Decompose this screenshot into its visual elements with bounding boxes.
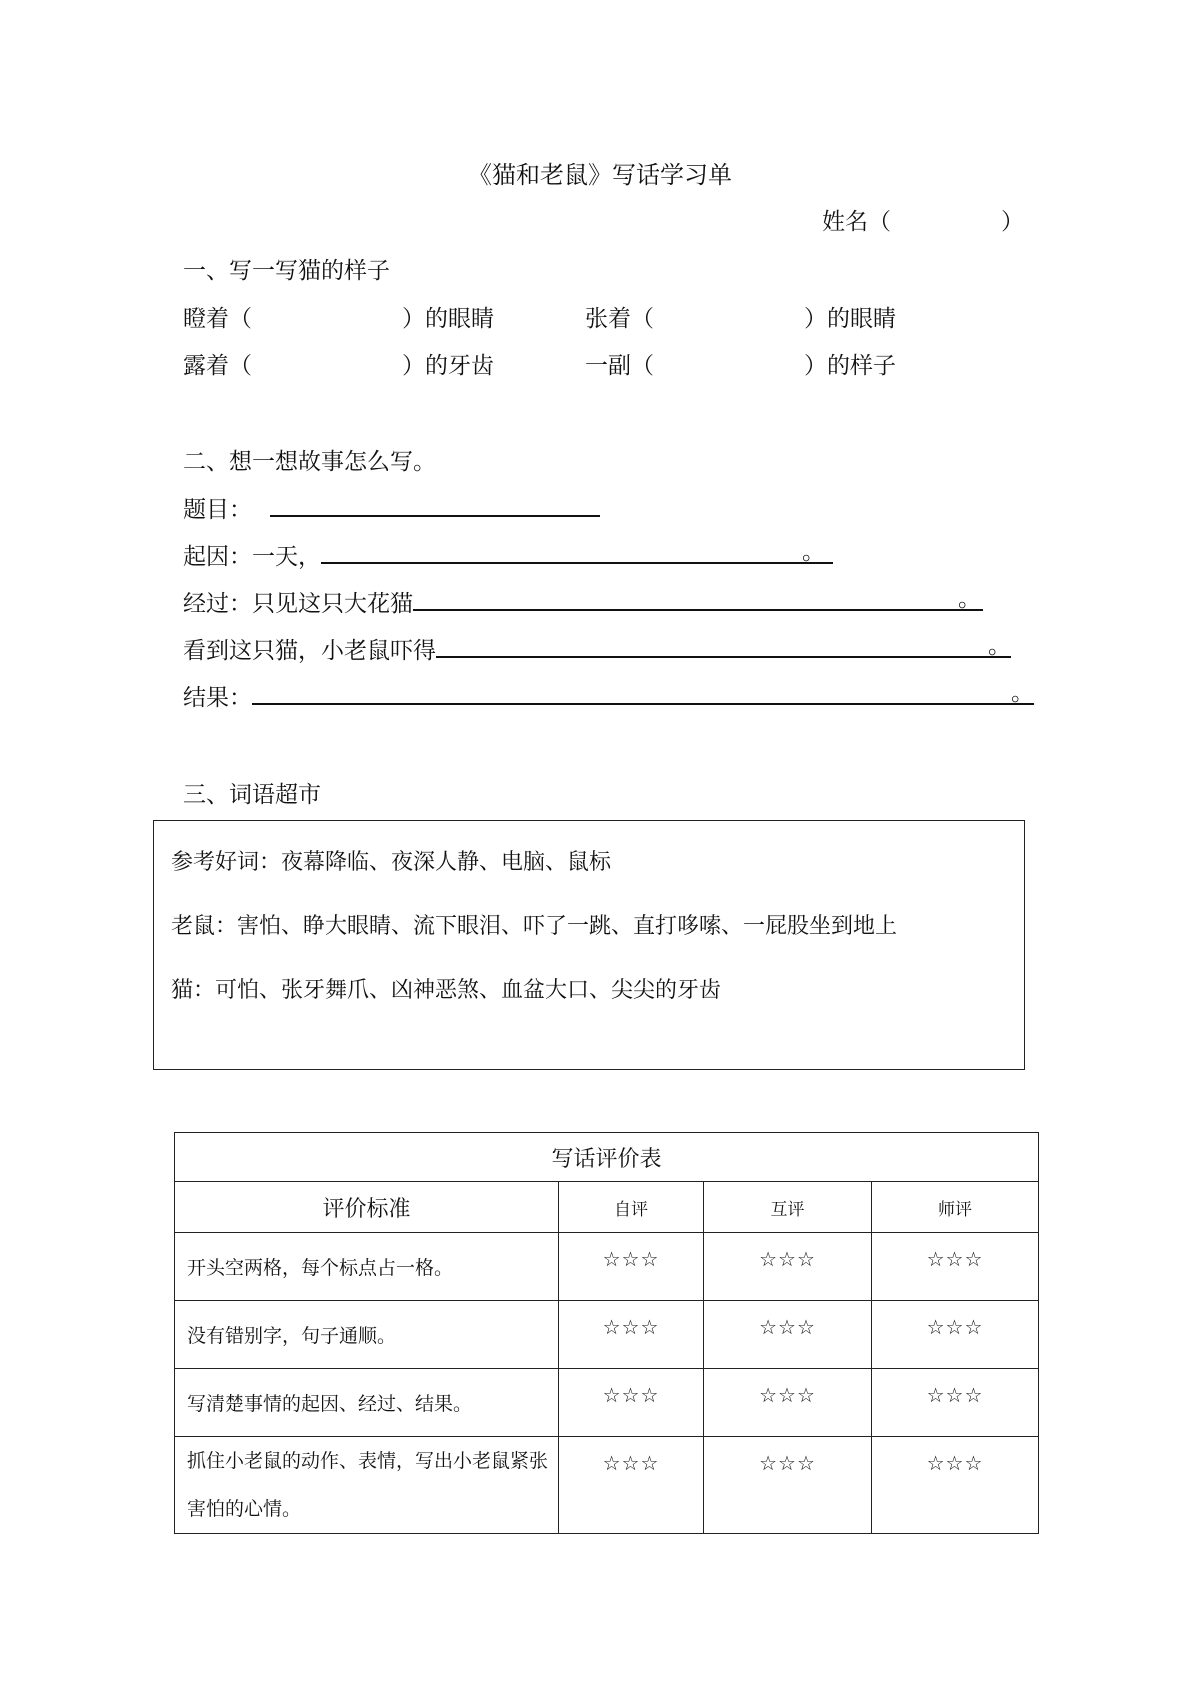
star-rating-teacher[interactable]: ☆☆☆ [872,1437,1039,1534]
cause-line[interactable] [183,538,833,571]
star-rating-self[interactable]: ☆☆☆ [559,1301,704,1369]
word-bank-row-cat: 猫：可怕、张牙舞爪、凶神恶煞、血盆大口、尖尖的牙齿 [171,978,722,1003]
fill-stare-eyes[interactable] [183,300,252,333]
word-bank-row-mouse: 老鼠：害怕、睁大眼睛、流下眼泪、吓了一跳、直打哆嗦、一屁股坐到地上 [171,914,898,939]
table-row [175,1369,1039,1437]
mouse-blank[interactable] [436,634,1011,658]
cause-blank[interactable] [321,540,833,564]
header-self: 自评 [559,1182,704,1233]
table-caption: 写话评价表 [175,1133,1039,1182]
evaluation-table [174,1132,1039,1534]
fill-suffix: ）的眼睛 [804,306,896,332]
table-row [175,1233,1039,1301]
criterion-text: 开头空两格，每个标点占一格。 [175,1233,559,1301]
header-teacher: 师评 [872,1182,1039,1233]
criterion-text: 没有错别字，句子通顺。 [175,1301,559,1369]
period: 。 [802,539,825,565]
process-blank[interactable] [413,587,983,611]
header-criteria: 评价标准 [175,1182,559,1233]
star-rating-teacher[interactable]: ☆☆☆ [872,1301,1039,1369]
fill-prefix: 瞪着（ [183,306,252,332]
mouse-label: 看到这只猫，小老鼠吓得 [183,638,436,664]
name-label: 姓名（ [822,209,891,235]
name-close: ） [1001,209,1024,235]
name-field[interactable] [822,203,1024,236]
process-line[interactable] [183,585,983,618]
result-blank[interactable] [252,681,1034,705]
result-label: 结果： [183,685,252,711]
fill-prefix: 张着（ [585,306,654,332]
star-rating-teacher[interactable]: ☆☆☆ [872,1233,1039,1301]
fill-appearance[interactable] [585,347,654,380]
star-rating-self[interactable]: ☆☆☆ [559,1233,704,1301]
word-bank-row-reference: 参考好词：夜幕降临、夜深人静、电脑、鼠标 [171,850,612,875]
fill-open-eyes[interactable] [585,300,654,333]
section3-heading: 三、词语超市 [183,782,321,808]
header-peer: 互评 [704,1182,872,1233]
fill-show-teeth[interactable] [183,347,252,380]
fill-suffix: ）的牙齿 [402,353,494,379]
star-rating-self[interactable]: ☆☆☆ [559,1369,704,1437]
topic-line[interactable] [183,491,600,524]
topic-label: 题目： [183,497,252,523]
table-row [175,1437,1039,1534]
period: 。 [1011,680,1034,706]
star-rating-peer[interactable]: ☆☆☆ [704,1369,872,1437]
section1-heading: 一、写一写猫的样子 [183,258,390,284]
process-label: 经过：只见这只大花猫 [183,591,413,617]
topic-blank[interactable] [270,493,600,517]
criterion-text: 写清楚事情的起因、经过、结果。 [175,1369,559,1437]
period: 。 [958,586,981,612]
fill-suffix: ）的样子 [804,353,896,379]
fill-suffix: ）的眼睛 [402,306,494,332]
fill-prefix: 一副（ [585,353,654,379]
star-rating-self[interactable]: ☆☆☆ [559,1437,704,1534]
fill-prefix: 露着（ [183,353,252,379]
result-line[interactable] [183,679,1034,712]
cause-label: 起因：一天， [183,544,321,570]
period: 。 [988,633,1011,659]
star-rating-peer[interactable]: ☆☆☆ [704,1233,872,1301]
word-bank-box [153,820,1025,1070]
star-rating-peer[interactable]: ☆☆☆ [704,1437,872,1534]
page-title: 《猫和老鼠》写话学习单 [468,161,732,189]
mouse-line[interactable] [183,632,1011,665]
criterion-text: 抓住小老鼠的动作、表情，写出小老鼠紧张害怕的心情。 [175,1437,559,1534]
star-rating-peer[interactable]: ☆☆☆ [704,1301,872,1369]
star-rating-teacher[interactable]: ☆☆☆ [872,1369,1039,1437]
section2-heading: 二、想一想故事怎么写。 [183,449,436,475]
table-row [175,1301,1039,1369]
